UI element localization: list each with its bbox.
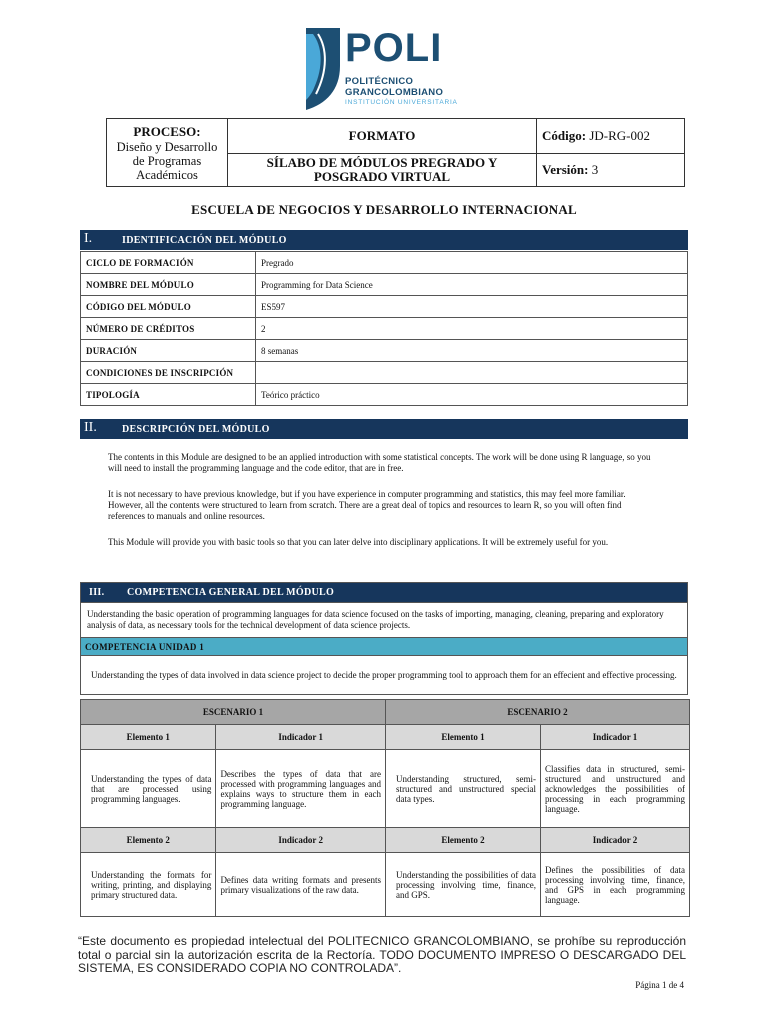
- identification-value: Teórico práctico: [256, 384, 688, 406]
- identification-row: [81, 274, 688, 296]
- proceso-value: Diseño y Desarrollo de Programas Académicos: [116, 139, 218, 182]
- section-3-title: COMPETENCIA GENERAL DEL MÓDULO: [127, 587, 335, 598]
- identification-value: ES597: [256, 296, 688, 318]
- version-value: 3: [591, 162, 599, 177]
- codigo-label: Código:: [542, 128, 587, 143]
- indicador-1-header-2: Indicador 1: [541, 725, 690, 750]
- esc2-elemento-2: Understanding the possibilities of data processing involving time, finance, and GPS.: [386, 853, 541, 917]
- copyright-notice: “Este documento es propiedad intelectual del POLITECNICO GRANCOLOMBIANO, se prohíbe su reproducción total o parcial sin la autorización escrita de la Rectoría. TODO DOCUMENTO IMPRESO O DESCARGADO DEL SISTEMA, ES CONSIDERADO COPIA NO CONTROLADA”.: [78, 934, 686, 975]
- identification-key: DURACIÓN: [81, 340, 256, 362]
- section-3-number: III.: [89, 587, 105, 598]
- school-title: ESCUELA DE NEGOCIOS Y DESARROLLO INTERNACIONAL: [191, 202, 577, 217]
- section-2-number: II.: [84, 420, 97, 435]
- section-2-bar: [80, 419, 688, 439]
- version-cell: [537, 154, 685, 187]
- section-1-number: I.: [84, 231, 93, 246]
- section-1-bar: [80, 230, 688, 250]
- unit-competence-label: COMPETENCIA UNIDAD 1: [81, 638, 688, 656]
- identification-row: [81, 296, 688, 318]
- indicador-2-header-2: Indicador 2: [541, 828, 690, 853]
- formato-label: FORMATO: [228, 119, 537, 154]
- document-header-table: [106, 118, 685, 187]
- esc2-elemento-1: Understanding structured, semi-structured and unstructured special data types.: [386, 750, 541, 828]
- logo-line-2: GRANCOLOMBIANO: [345, 87, 444, 98]
- logo-line-3: INSTITUCIÓN UNIVERSITARIA: [345, 99, 458, 106]
- indicador-2-header: Indicador 2: [216, 828, 386, 853]
- section-1-title: IDENTIFICACIÓN DEL MÓDULO: [122, 235, 287, 246]
- esc1-elemento-1: Understanding the types of data that are processed using programming languages.: [81, 750, 216, 828]
- general-competence: Understanding the basic operation of programming languages for data science focused on the tasks of importing, managing, cleaning, preparing and exploratory analysis of data, as necessary tools for the technical development of data science projects.: [81, 603, 688, 638]
- identification-key: CICLO DE FORMACIÓN: [81, 252, 256, 274]
- scenario-1-header: ESCENARIO 1: [81, 700, 386, 725]
- section-3-bar: [81, 583, 688, 603]
- identification-row: [81, 362, 688, 384]
- elemento-2-header-2: Elemento 2: [386, 828, 541, 853]
- indicador-1-header: Indicador 1: [216, 725, 386, 750]
- proceso-cell: [107, 119, 228, 187]
- esc1-indicador-1: Describes the types of data that are processed with programming languages and explains ways to structure them in each programming language.: [216, 750, 386, 828]
- identification-key: NÚMERO DE CRÉDITOS: [81, 318, 256, 340]
- section-2-title: DESCRIPCIÓN DEL MÓDULO: [122, 424, 270, 435]
- identification-row: [81, 384, 688, 406]
- proceso-label: PROCESO:: [133, 123, 201, 139]
- esc2-indicador-1: Classifies data in structured, semi-structured and unstructured and acknowledges the possibilities of processing in each programming language.: [541, 750, 690, 828]
- description-paragraph-1: The contents in this Module are designed to be an applied introduction with some statistical concepts. The work will be done using R language, so you will need to install the programming language and the code editor, that are in free.: [108, 452, 651, 473]
- identification-row: [81, 318, 688, 340]
- description-paragraph-3: This Module will provide you with basic tools so that you can later delve into disciplinary applications. It will be extremely useful for you.: [108, 537, 609, 547]
- elemento-1-header-2: Elemento 1: [386, 725, 541, 750]
- formato-title: SÍLABO DE MÓDULOS PREGRADO Y POSGRADO VIRTUAL: [228, 154, 537, 187]
- esc2-indicador-2: Defines the possibilities of data processing involving time, finance, and GPS in each programming language.: [541, 853, 690, 917]
- unit-competence-text: Understanding the types of data involved in data science project to decide the proper programming tool to approach them for an effecient and effective processing.: [81, 656, 688, 695]
- competencia-table: [80, 582, 688, 695]
- identification-key: CÓDIGO DEL MÓDULO: [81, 296, 256, 318]
- elemento-2-header: Elemento 2: [81, 828, 216, 853]
- logo-wordmark: POLI: [345, 26, 443, 70]
- identification-value: 8 semanas: [256, 340, 688, 362]
- identification-key: TIPOLOGÍA: [81, 384, 256, 406]
- identification-value: Programming for Data Science: [256, 274, 688, 296]
- scenarios-table: [80, 699, 690, 917]
- identification-value: [256, 362, 688, 384]
- logo-emblem-icon: [300, 26, 344, 112]
- identification-value: Pregrado: [256, 252, 688, 274]
- identification-row: [81, 340, 688, 362]
- elemento-1-header: Elemento 1: [81, 725, 216, 750]
- identification-key: CONDICIONES DE INSCRIPCIÓN: [81, 362, 256, 384]
- identification-key: NOMBRE DEL MÓDULO: [81, 274, 256, 296]
- codigo-cell: [537, 119, 685, 154]
- esc1-elemento-2: Understanding the formats for writing, printing, and displaying primary structured data.: [81, 853, 216, 917]
- module-identification-table: [80, 251, 688, 406]
- codigo-value: JD-RG-002: [589, 128, 650, 143]
- version-label: Versión:: [542, 162, 589, 177]
- description-paragraph-2: It is not necessary to have previous knowledge, but if you have experience in computer programming and statistics, this may feel more familiar. However, all the contents were structured to learn from scratch. There are a great deal of topics and resources to learn R, so you will often find references to manuals and online resources.: [108, 489, 626, 521]
- scenario-2-header: ESCENARIO 2: [386, 700, 690, 725]
- esc1-indicador-2: Defines data writing formats and presents primary visualizations of the raw data.: [216, 853, 386, 917]
- institution-logo: [300, 26, 460, 112]
- identification-value: 2: [256, 318, 688, 340]
- identification-row: [81, 252, 688, 274]
- logo-line-1: POLITÉCNICO: [345, 76, 414, 87]
- page-number: Página 1 de 4: [635, 980, 684, 990]
